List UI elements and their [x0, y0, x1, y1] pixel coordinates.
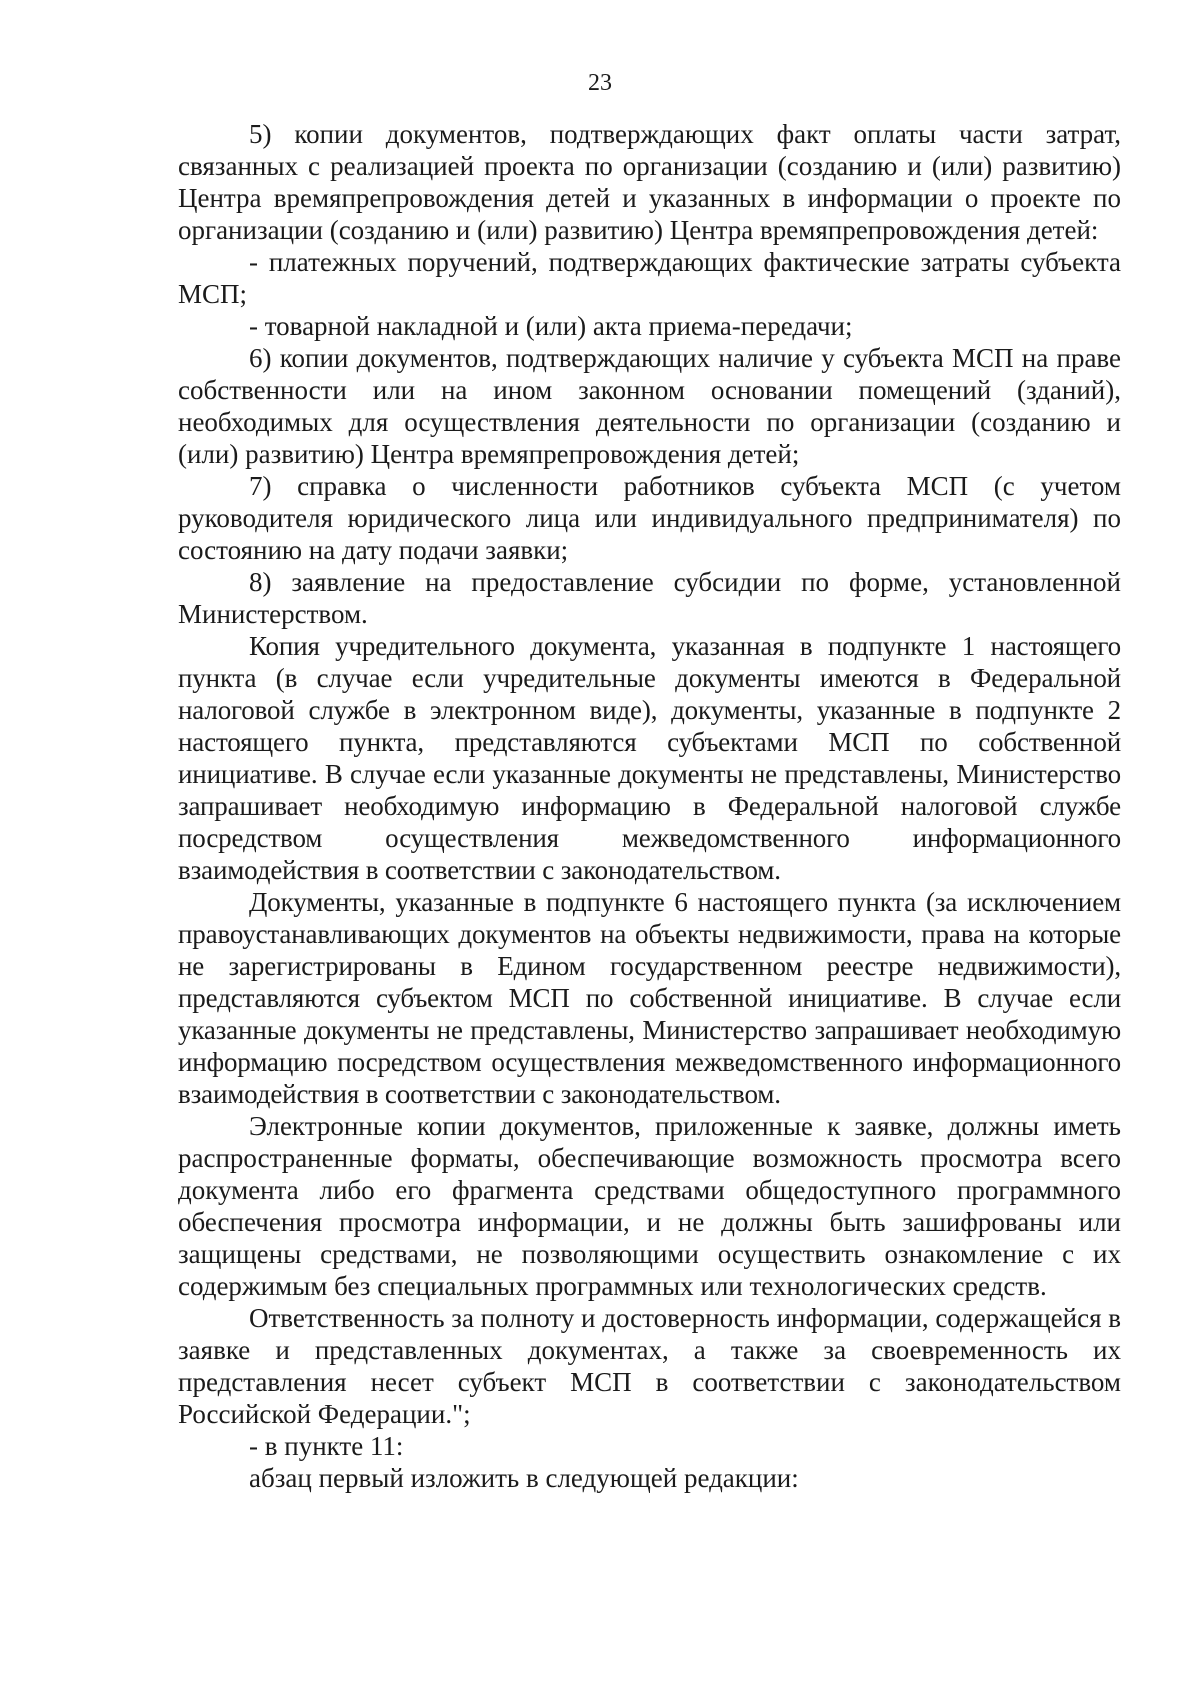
paragraph-documents-item-6: Документы, указанные в подпункте 6 настоящего пункта (за исключением правоустанавливающих документов на объекты недвижимости, права на которые не зарегистрированы в Едином государственном реестре недвижимости), представляются субъектом МСП по собственной инициативе. В случае если указанные документы не представлены, Министерство запрашивает необходимую информацию посредством осуществления межведомственного информационного взаимодействия в соответствии с законодательством.: [178, 887, 1121, 1109]
page-number: 23: [588, 70, 612, 96]
paragraph-invoice: - товарной накладной и (или) акта приема-передачи;: [249, 311, 853, 341]
paragraph-item-7: 7) справка о численности работников субъекта МСП (с учетом руководителя юридического лица или индивидуального предпринимателя) по состоянию на дату подачи заявки;: [178, 471, 1121, 565]
document-body: [178, 118, 1121, 1494]
paragraph-founding-document: Копия учредительного документа, указанная в подпункте 1 настоящего пункта (в случае если учредительные документы имеются в Федеральной налоговой службе в электронном виде), документы, указанные в подпункте 2 настоящего пункта, представляются субъектами МСП по собственной инициативе. В случае если указанные документы не представлены, Министерство запрашивает необходимую информацию в Федеральной налоговой службе посредством осуществления межведомственного информационного взаимодействия в соответствии с законодательством.: [178, 631, 1121, 885]
paragraph-item-5: 5) копии документов, подтверждающих факт оплаты части затрат, связанных с реализацией проекта по организации (созданию и (или) развитию) Центра времяпрепровождения детей и указанных в информации о проекте по организации (созданию и (или) развитию) Центра времяпрепровождения детей:: [178, 119, 1121, 245]
paragraph-item-8: 8) заявление на предоставление субсидии по форме, установленной Министерством.: [178, 567, 1121, 629]
paragraph-electronic-copies: Электронные копии документов, приложенные к заявке, должны иметь распространенные форматы, обеспечивающие возможность просмотра всего документа либо его фрагмента средствами общедоступного программного обеспечения просмотра информации, и не должны быть зашифрованы или защищены средствами, не позволяющими осуществить ознакомление с их содержимым без специальных программных или технологических средств.: [178, 1111, 1121, 1301]
paragraph-payment-orders: - платежных поручений, подтверждающих фактические затраты субъекта МСП;: [178, 247, 1121, 309]
paragraph-responsibility: Ответственность за полноту и достоверность информации, содержащейся в заявке и представленных документах, а также за своевременность их представления несет субъект МСП в соответствии с законодательством Российской Федерации.";: [178, 1303, 1122, 1429]
paragraph-first-abzac: абзац первый изложить в следующей редакции:: [249, 1463, 799, 1493]
paragraph-item-6: 6) копии документов, подтверждающих наличие у субъекта МСП на праве собственности или на ином законном основании помещений (зданий), необходимых для осуществления деятельности по организации (созданию и (или) развитию) Центра времяпрепровождения детей;: [178, 343, 1121, 469]
paragraph-point-11: - в пункте 11:: [249, 1431, 404, 1461]
